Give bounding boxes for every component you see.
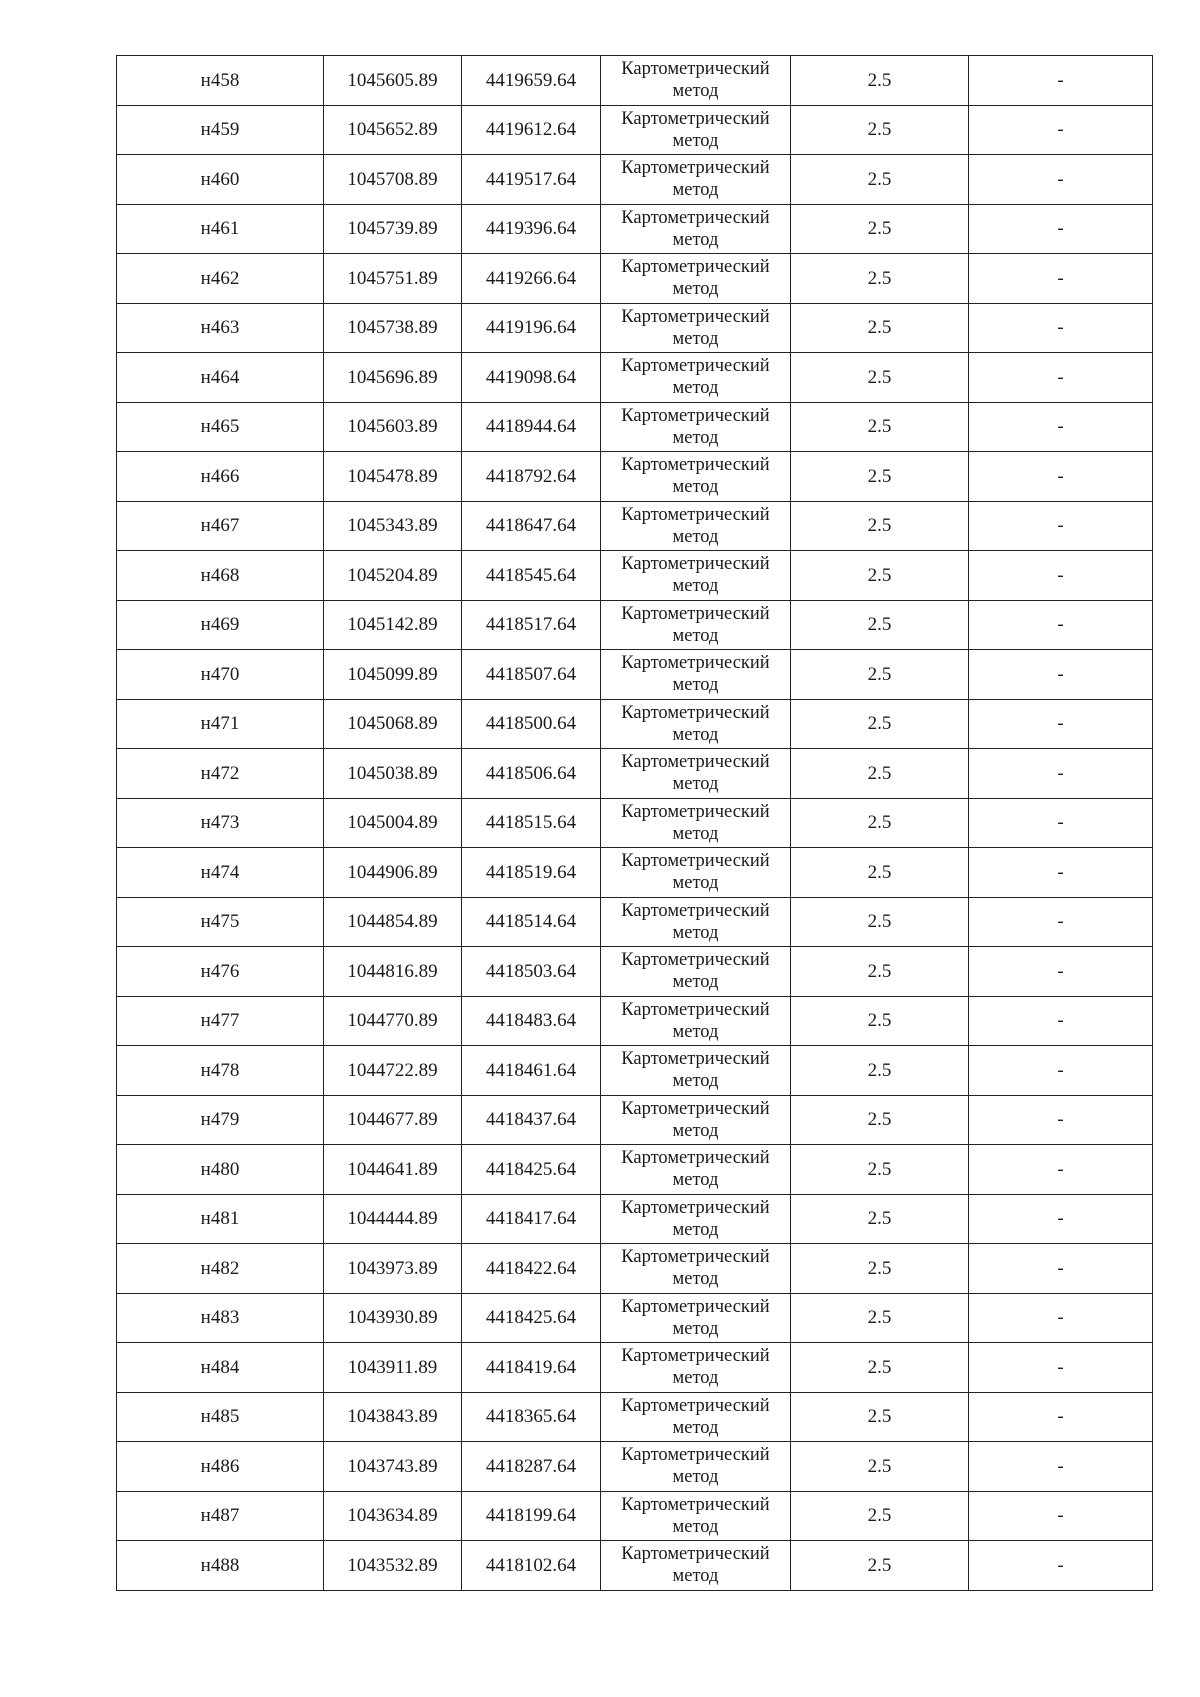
accuracy-cell: 2.5: [791, 155, 969, 205]
method-cell: Картометрический метод: [601, 1244, 791, 1294]
note-cell: -: [969, 996, 1153, 1046]
method-cell: Картометрический метод: [601, 452, 791, 502]
method-cell: Картометрический метод: [601, 798, 791, 848]
y-coordinate-cell: 4418419.64: [462, 1343, 601, 1393]
x-coordinate-cell: 1045652.89: [324, 105, 462, 155]
y-coordinate-cell: 4418461.64: [462, 1046, 601, 1096]
x-coordinate-cell: 1045603.89: [324, 402, 462, 452]
table-row: [117, 1145, 1153, 1195]
x-coordinate-cell: 1045739.89: [324, 204, 462, 254]
method-cell: Картометрический метод: [601, 204, 791, 254]
table-row: [117, 1541, 1153, 1591]
method-cell: Картометрический метод: [601, 1392, 791, 1442]
y-coordinate-cell: 4418417.64: [462, 1194, 601, 1244]
accuracy-cell: 2.5: [791, 452, 969, 502]
table-row: [117, 600, 1153, 650]
note-cell: -: [969, 551, 1153, 601]
accuracy-cell: 2.5: [791, 1194, 969, 1244]
note-cell: -: [969, 1145, 1153, 1195]
method-cell: Картометрический метод: [601, 600, 791, 650]
accuracy-cell: 2.5: [791, 1442, 969, 1492]
note-cell: -: [969, 897, 1153, 947]
point-name-cell: н479: [117, 1095, 324, 1145]
note-cell: -: [969, 56, 1153, 106]
x-coordinate-cell: 1044770.89: [324, 996, 462, 1046]
accuracy-cell: 2.5: [791, 848, 969, 898]
accuracy-cell: 2.5: [791, 600, 969, 650]
note-cell: -: [969, 650, 1153, 700]
table-row: [117, 1442, 1153, 1492]
method-cell: Картометрический метод: [601, 303, 791, 353]
x-coordinate-cell: 1044677.89: [324, 1095, 462, 1145]
note-cell: -: [969, 1541, 1153, 1591]
x-coordinate-cell: 1045204.89: [324, 551, 462, 601]
coordinates-table-body: [117, 56, 1153, 1591]
method-cell: Картометрический метод: [601, 353, 791, 403]
point-name-cell: н482: [117, 1244, 324, 1294]
y-coordinate-cell: 4418515.64: [462, 798, 601, 848]
coordinates-table: [116, 55, 1153, 1591]
x-coordinate-cell: 1045343.89: [324, 501, 462, 551]
point-name-cell: н460: [117, 155, 324, 205]
note-cell: -: [969, 155, 1153, 205]
note-cell: -: [969, 402, 1153, 452]
table-row: [117, 1095, 1153, 1145]
note-cell: -: [969, 699, 1153, 749]
accuracy-cell: 2.5: [791, 1491, 969, 1541]
note-cell: -: [969, 204, 1153, 254]
y-coordinate-cell: 4418507.64: [462, 650, 601, 700]
accuracy-cell: 2.5: [791, 56, 969, 106]
table-row: [117, 56, 1153, 106]
y-coordinate-cell: 4418425.64: [462, 1145, 601, 1195]
point-name-cell: н476: [117, 947, 324, 997]
x-coordinate-cell: 1045751.89: [324, 254, 462, 304]
note-cell: -: [969, 303, 1153, 353]
table-row: [117, 996, 1153, 1046]
note-cell: -: [969, 1392, 1153, 1442]
point-name-cell: н477: [117, 996, 324, 1046]
method-cell: Картометрический метод: [601, 1046, 791, 1096]
point-name-cell: н461: [117, 204, 324, 254]
table-row: [117, 204, 1153, 254]
note-cell: -: [969, 600, 1153, 650]
x-coordinate-cell: 1045478.89: [324, 452, 462, 502]
x-coordinate-cell: 1043532.89: [324, 1541, 462, 1591]
method-cell: Картометрический метод: [601, 1442, 791, 1492]
x-coordinate-cell: 1045696.89: [324, 353, 462, 403]
accuracy-cell: 2.5: [791, 749, 969, 799]
accuracy-cell: 2.5: [791, 897, 969, 947]
y-coordinate-cell: 4419098.64: [462, 353, 601, 403]
table-row: [117, 1046, 1153, 1096]
x-coordinate-cell: 1044641.89: [324, 1145, 462, 1195]
table-row: [117, 254, 1153, 304]
y-coordinate-cell: 4418545.64: [462, 551, 601, 601]
table-row: [117, 1491, 1153, 1541]
method-cell: Картометрический метод: [601, 105, 791, 155]
x-coordinate-cell: 1045099.89: [324, 650, 462, 700]
accuracy-cell: 2.5: [791, 1293, 969, 1343]
table-row: [117, 1194, 1153, 1244]
method-cell: Картометрический метод: [601, 1541, 791, 1591]
method-cell: Картометрический метод: [601, 848, 791, 898]
note-cell: -: [969, 798, 1153, 848]
accuracy-cell: 2.5: [791, 105, 969, 155]
x-coordinate-cell: 1045142.89: [324, 600, 462, 650]
table-row: [117, 452, 1153, 502]
method-cell: Картометрический метод: [601, 1194, 791, 1244]
accuracy-cell: 2.5: [791, 551, 969, 601]
x-coordinate-cell: 1045605.89: [324, 56, 462, 106]
method-cell: Картометрический метод: [601, 897, 791, 947]
note-cell: -: [969, 749, 1153, 799]
point-name-cell: н475: [117, 897, 324, 947]
table-row: [117, 1343, 1153, 1393]
y-coordinate-cell: 4419612.64: [462, 105, 601, 155]
note-cell: -: [969, 353, 1153, 403]
accuracy-cell: 2.5: [791, 798, 969, 848]
note-cell: -: [969, 1095, 1153, 1145]
table-row: [117, 1293, 1153, 1343]
y-coordinate-cell: 4418647.64: [462, 501, 601, 551]
method-cell: Картометрический метод: [601, 551, 791, 601]
accuracy-cell: 2.5: [791, 1095, 969, 1145]
y-coordinate-cell: 4418102.64: [462, 1541, 601, 1591]
note-cell: -: [969, 452, 1153, 502]
x-coordinate-cell: 1044854.89: [324, 897, 462, 947]
note-cell: -: [969, 254, 1153, 304]
point-name-cell: н485: [117, 1392, 324, 1442]
x-coordinate-cell: 1045038.89: [324, 749, 462, 799]
point-name-cell: н487: [117, 1491, 324, 1541]
method-cell: Картометрический метод: [601, 1095, 791, 1145]
method-cell: Картометрический метод: [601, 699, 791, 749]
y-coordinate-cell: 4419517.64: [462, 155, 601, 205]
table-row: [117, 798, 1153, 848]
y-coordinate-cell: 4419196.64: [462, 303, 601, 353]
table-row: [117, 551, 1153, 601]
accuracy-cell: 2.5: [791, 254, 969, 304]
table-row: [117, 155, 1153, 205]
accuracy-cell: 2.5: [791, 1541, 969, 1591]
x-coordinate-cell: 1043973.89: [324, 1244, 462, 1294]
point-name-cell: н468: [117, 551, 324, 601]
method-cell: Картометрический метод: [601, 402, 791, 452]
x-coordinate-cell: 1043930.89: [324, 1293, 462, 1343]
y-coordinate-cell: 4419659.64: [462, 56, 601, 106]
accuracy-cell: 2.5: [791, 1046, 969, 1096]
y-coordinate-cell: 4418792.64: [462, 452, 601, 502]
point-name-cell: н459: [117, 105, 324, 155]
x-coordinate-cell: 1044816.89: [324, 947, 462, 997]
method-cell: Картометрический метод: [601, 155, 791, 205]
point-name-cell: н484: [117, 1343, 324, 1393]
method-cell: Картометрический метод: [601, 501, 791, 551]
point-name-cell: н478: [117, 1046, 324, 1096]
note-cell: -: [969, 1194, 1153, 1244]
x-coordinate-cell: 1044906.89: [324, 848, 462, 898]
point-name-cell: н466: [117, 452, 324, 502]
y-coordinate-cell: 4418483.64: [462, 996, 601, 1046]
y-coordinate-cell: 4419266.64: [462, 254, 601, 304]
table-row: [117, 353, 1153, 403]
method-cell: Картометрический метод: [601, 1491, 791, 1541]
y-coordinate-cell: 4418287.64: [462, 1442, 601, 1492]
method-cell: Картометрический метод: [601, 1343, 791, 1393]
y-coordinate-cell: 4418506.64: [462, 749, 601, 799]
method-cell: Картометрический метод: [601, 254, 791, 304]
note-cell: -: [969, 501, 1153, 551]
x-coordinate-cell: 1044444.89: [324, 1194, 462, 1244]
point-name-cell: н480: [117, 1145, 324, 1195]
y-coordinate-cell: 4418422.64: [462, 1244, 601, 1294]
method-cell: Картометрический метод: [601, 1145, 791, 1195]
method-cell: Картометрический метод: [601, 749, 791, 799]
point-name-cell: н473: [117, 798, 324, 848]
point-name-cell: н474: [117, 848, 324, 898]
point-name-cell: н462: [117, 254, 324, 304]
accuracy-cell: 2.5: [791, 1392, 969, 1442]
y-coordinate-cell: 4418365.64: [462, 1392, 601, 1442]
note-cell: -: [969, 947, 1153, 997]
accuracy-cell: 2.5: [791, 353, 969, 403]
note-cell: -: [969, 1491, 1153, 1541]
y-coordinate-cell: 4418519.64: [462, 848, 601, 898]
accuracy-cell: 2.5: [791, 1343, 969, 1393]
point-name-cell: н472: [117, 749, 324, 799]
accuracy-cell: 2.5: [791, 699, 969, 749]
note-cell: -: [969, 1046, 1153, 1096]
point-name-cell: н464: [117, 353, 324, 403]
x-coordinate-cell: 1043911.89: [324, 1343, 462, 1393]
point-name-cell: н467: [117, 501, 324, 551]
method-cell: Картометрический метод: [601, 996, 791, 1046]
y-coordinate-cell: 4418517.64: [462, 600, 601, 650]
table-row: [117, 501, 1153, 551]
point-name-cell: н469: [117, 600, 324, 650]
accuracy-cell: 2.5: [791, 303, 969, 353]
accuracy-cell: 2.5: [791, 204, 969, 254]
table-row: [117, 1244, 1153, 1294]
method-cell: Картометрический метод: [601, 947, 791, 997]
note-cell: -: [969, 848, 1153, 898]
method-cell: Картометрический метод: [601, 56, 791, 106]
method-cell: Картометрический метод: [601, 1293, 791, 1343]
x-coordinate-cell: 1045708.89: [324, 155, 462, 205]
x-coordinate-cell: 1045004.89: [324, 798, 462, 848]
point-name-cell: н470: [117, 650, 324, 700]
table-row: [117, 650, 1153, 700]
table-row: [117, 699, 1153, 749]
point-name-cell: н488: [117, 1541, 324, 1591]
table-row: [117, 749, 1153, 799]
point-name-cell: н463: [117, 303, 324, 353]
x-coordinate-cell: 1043843.89: [324, 1392, 462, 1442]
note-cell: -: [969, 1343, 1153, 1393]
accuracy-cell: 2.5: [791, 1145, 969, 1195]
x-coordinate-cell: 1044722.89: [324, 1046, 462, 1096]
table-row: [117, 402, 1153, 452]
note-cell: -: [969, 1244, 1153, 1294]
point-name-cell: н471: [117, 699, 324, 749]
x-coordinate-cell: 1045738.89: [324, 303, 462, 353]
accuracy-cell: 2.5: [791, 1244, 969, 1294]
note-cell: -: [969, 105, 1153, 155]
y-coordinate-cell: 4418944.64: [462, 402, 601, 452]
x-coordinate-cell: 1043634.89: [324, 1491, 462, 1541]
y-coordinate-cell: 4418199.64: [462, 1491, 601, 1541]
accuracy-cell: 2.5: [791, 402, 969, 452]
y-coordinate-cell: 4419396.64: [462, 204, 601, 254]
y-coordinate-cell: 4418514.64: [462, 897, 601, 947]
point-name-cell: н483: [117, 1293, 324, 1343]
table-row: [117, 1392, 1153, 1442]
table-row: [117, 947, 1153, 997]
table-row: [117, 105, 1153, 155]
point-name-cell: н458: [117, 56, 324, 106]
table-row: [117, 848, 1153, 898]
accuracy-cell: 2.5: [791, 996, 969, 1046]
table-row: [117, 303, 1153, 353]
accuracy-cell: 2.5: [791, 501, 969, 551]
method-cell: Картометрический метод: [601, 650, 791, 700]
table-row: [117, 897, 1153, 947]
accuracy-cell: 2.5: [791, 947, 969, 997]
accuracy-cell: 2.5: [791, 650, 969, 700]
y-coordinate-cell: 4418437.64: [462, 1095, 601, 1145]
x-coordinate-cell: 1043743.89: [324, 1442, 462, 1492]
y-coordinate-cell: 4418503.64: [462, 947, 601, 997]
note-cell: -: [969, 1442, 1153, 1492]
point-name-cell: н465: [117, 402, 324, 452]
point-name-cell: н481: [117, 1194, 324, 1244]
point-name-cell: н486: [117, 1442, 324, 1492]
x-coordinate-cell: 1045068.89: [324, 699, 462, 749]
y-coordinate-cell: 4418425.64: [462, 1293, 601, 1343]
note-cell: -: [969, 1293, 1153, 1343]
y-coordinate-cell: 4418500.64: [462, 699, 601, 749]
